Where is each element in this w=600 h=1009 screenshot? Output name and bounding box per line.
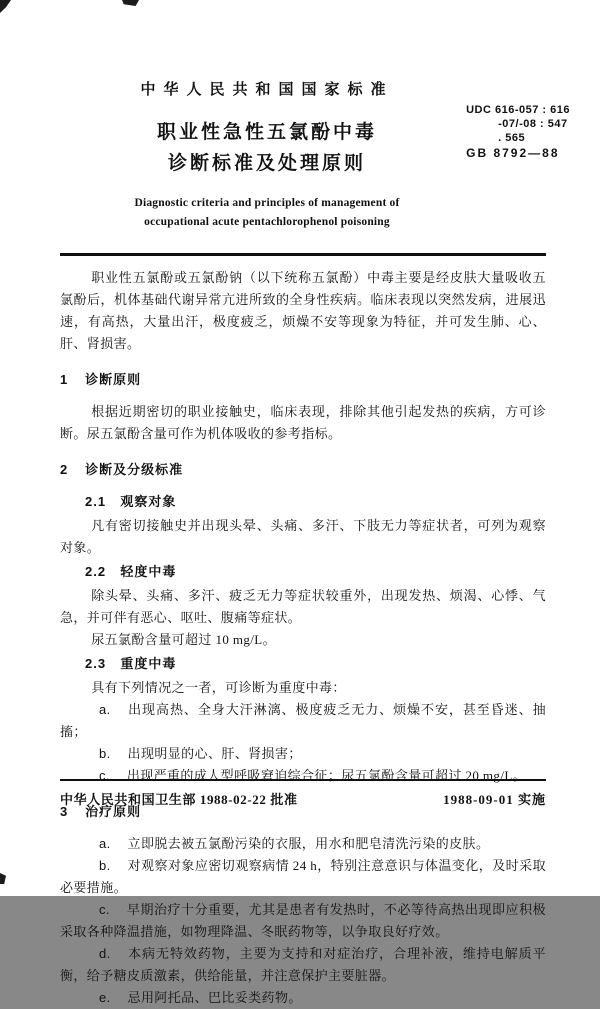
list-item xyxy=(60,943,546,987)
section-2-2-paragraph: 除头晕、头痛、多汗、疲乏无力等症状较重外，出现发热、烦渴、心悸、气急，并可伴有恶心、呕吐、腹痛等症状。 xyxy=(60,588,546,625)
section-2-2-heading xyxy=(85,561,546,583)
list-item xyxy=(60,699,546,743)
list-item-label: a. xyxy=(99,836,111,851)
list-item-label: c. xyxy=(99,768,110,783)
subsection-number: 2.3 xyxy=(85,656,107,671)
subsection-title: 观察对象 xyxy=(120,494,177,509)
section-title: 诊断及分级标准 xyxy=(85,462,184,477)
subsection-title: 重度中毒 xyxy=(120,656,177,671)
subsection-number: 2.2 xyxy=(85,564,107,579)
list-item-text: 出现高热、全身大汗淋漓、极度疲乏无力、烦燥不安，甚至昏迷、抽搐； xyxy=(60,702,546,739)
section-title: 治疗原则 xyxy=(85,804,142,819)
doc-title-english-line2: occupational acute pentachlorophenol poisoning xyxy=(144,216,390,228)
list-item-label: b. xyxy=(99,746,111,761)
list-item-label: c. xyxy=(99,902,110,917)
intro-paragraph: 职业性五氯酚或五氯酚钠（以下统称五氯酚）中毒主要是经皮肤大量吸收五氯酚后，机体基础代谢异常亢进所致的全身性疾病。临床表现以突然发病，进展迅速，有高热，大量出汗，极度疲乏，烦燥不安等现象为特征，并可发生肺、心、肝、肾损害。 xyxy=(60,270,546,351)
section-number: 2 xyxy=(60,462,69,477)
section-2-heading xyxy=(60,459,546,481)
section-1-heading xyxy=(60,369,546,391)
udc-line1: UDC 616-057 : 616 xyxy=(466,104,570,116)
subsection-number: 2.1 xyxy=(85,494,107,509)
list-item xyxy=(60,899,546,943)
header-divider xyxy=(60,253,546,256)
section-2-2-paragraph: 尿五氯酚含量可超过 10 mg/L。 xyxy=(91,632,277,647)
effective-date: 1988-09-01 实施 xyxy=(443,792,546,807)
list-item-text: 早期治疗十分重要，尤其是患者有发热时，不必等待高热出现即应积极采取各种降温措施，如物理降温、冬眠药物等，以争取良好疗效。 xyxy=(60,902,546,939)
list-item-label: b. xyxy=(99,858,111,873)
section-2-1-heading xyxy=(85,491,546,513)
doc-title-line1: 职业性急性五氯酚中毒 xyxy=(156,122,377,143)
section-number: 1 xyxy=(60,372,69,387)
list-item-label: a. xyxy=(99,702,111,717)
doc-title-line2: 诊断标准及处理原则 xyxy=(167,153,366,174)
standard-number: GB 8792—88 xyxy=(466,146,560,160)
list-item-text: 出现明显的心、肝、肾损害； xyxy=(127,746,302,761)
document-footer xyxy=(60,779,546,808)
list-item xyxy=(60,987,546,1009)
list-item-text: 立即脱去被五氯酚污染的衣服，用水和肥皂清洗污染的皮肤。 xyxy=(127,836,490,851)
udc-line3: . 565 xyxy=(498,132,526,144)
udc-line2: -07/-08 : 547 xyxy=(498,118,568,130)
list-item xyxy=(60,743,546,765)
approval-info: 中华人民共和国卫生部 1988-02-22 批准 xyxy=(60,792,298,807)
section-2-3-lead: 具有下列情况之一者，可诊断为重度中毒： xyxy=(91,680,346,695)
list-item-label: d. xyxy=(99,946,111,961)
document-body xyxy=(60,267,546,1009)
list-item-label: e. xyxy=(99,990,111,1005)
list-item xyxy=(60,833,546,855)
list-item-text: 忌用阿托品、巴比妥类药物。 xyxy=(127,990,302,1005)
section-2-1-paragraph: 凡有密切接触史并出现头晕、头痛、多汗、下肢无力等症状者，可列为观察对象。 xyxy=(60,518,546,555)
list-item-text: 对观察对象应密切观察病情 24 h，特别注意意识与体温变化，及时采取必要措施。 xyxy=(60,858,546,895)
subsection-title: 轻度中毒 xyxy=(120,564,177,579)
scan-artifact xyxy=(0,873,6,884)
section-2-3-heading xyxy=(85,653,546,675)
doc-title-english-line1: Diagnostic criteria and principles of management of xyxy=(134,197,400,209)
list-item-text: 本病无特效药物，主要为支持和对症治疗，合理补液，维持电解质平衡，给予糖皮质激素，供给能量，并注意保护主要脏器。 xyxy=(60,946,546,983)
scan-artifact xyxy=(122,0,139,6)
section-number: 3 xyxy=(60,804,69,819)
list-item-text: 出现严重的成人型呼吸窘迫综合征；尿五氯酚含量可超过 20 mg/L。 xyxy=(126,768,527,783)
list-item xyxy=(60,855,546,899)
section-title: 诊断原则 xyxy=(85,372,142,387)
scan-artifact xyxy=(0,0,11,13)
section-1-paragraph: 根据近期密切的职业接触史，临床表现，排除其他引起发热的疾病，方可诊断。尿五氯酚含量可作为机体吸收的参考指标。 xyxy=(60,404,546,441)
document-header xyxy=(60,78,570,232)
udc-classification xyxy=(466,103,570,160)
standard-category-label: 中华人民共和国国家标准 xyxy=(140,81,394,98)
